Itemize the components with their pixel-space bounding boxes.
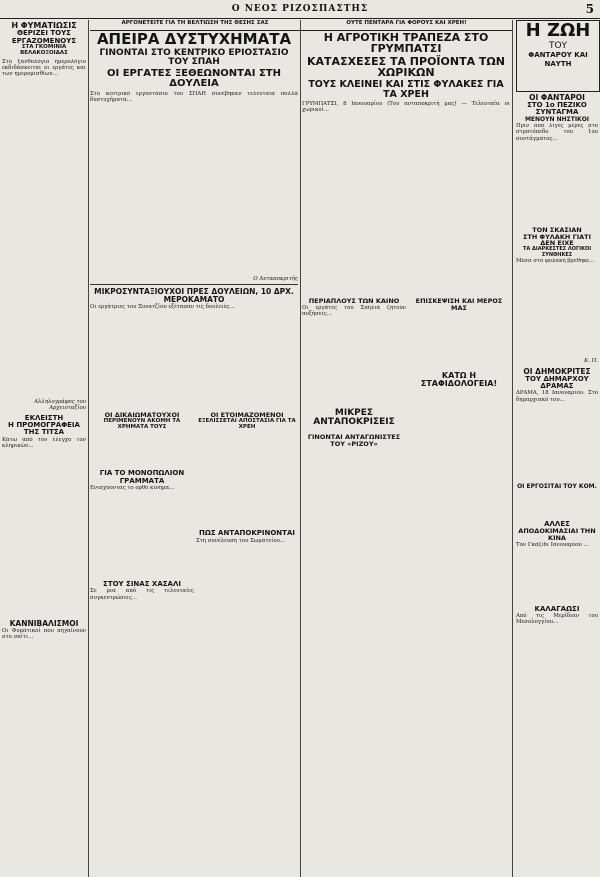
page-number: 5 [585, 2, 594, 16]
article-subheading: ΜΕΝΟΥΝ ΝΗΣΤΙΚΟΙ [524, 115, 590, 123]
article-heading: ΑΠΟΔΟΚΙΜΑΣΙΑΙ ΤΗΝ ΚΙΝΑ [518, 527, 596, 542]
article-signature: Ο Ανταποκριτής [253, 276, 298, 282]
article-heading: ΟΙ ΦΑΝΤΑΡΟΙ [529, 94, 585, 102]
banner-right: ΟΥΤΕ ΠΕΝΤΑΡΑ ΓΙΑ ΦΟΡΟΥΣ ΚΑΙ ΧΡΕΗ! [301, 20, 512, 31]
article-wages [90, 288, 298, 408]
article-heading: ΜΙΚΡΕΣ ΑΝΤΑΠΟΚΡΙΣΕΙΣ [313, 407, 395, 428]
headline: ΑΠΕΙΡΑ ΔΥΣΤΥΧΗΜΑΤΑ [96, 32, 292, 48]
headline: ΤΟΥΣ ΚΛΕΙΝΕΙ ΚΑΙ ΣΤΙΣ ΦΥΛΑΚΕΣ ΓΙΑ ΤΑ ΧΡΕΗ [308, 79, 504, 100]
article-column-mid [302, 298, 406, 858]
article-bottom-left-a [90, 412, 194, 862]
logo-line: ΦΑΝΤΑΡΟΥ ΚΑΙ ΝΑΥΤΗ [528, 51, 588, 68]
banner-left: ΑΡΓΟΝΕΤΕΙΤΕ ΓΙΑ ΤΗ ΒΕΛΤΙΩΣΗ ΤΗΣ ΘΕΣΗΣ ΣΑΣ [90, 20, 300, 31]
article-heading: Η ΠΡΟΜΟΓΡΑΦΕΙΑ ΤΗΣ ΤΙΤΣΑ [8, 420, 80, 437]
article-heading: ΑΛΛΕΣ [544, 519, 570, 528]
article-accidents [90, 32, 298, 282]
article-text: Κάτω από τον έλεγχο τον κληρικών... [2, 436, 86, 450]
article-heading: ΕΠΙΣΚΕΨΙΣΗ ΚΑΙ ΜΕΡΟΣ ΜΑΣ [415, 298, 503, 312]
left-column [2, 22, 86, 875]
article-signature: Αλληλογράφος του Αρχειοταξίου [34, 398, 86, 411]
article-text: Οι Φυματικοί που πηγαίνουν στο σπίτι... [2, 627, 86, 640]
article-text: Τον Γκάζιδι Ιανουαρίου ... [516, 541, 589, 548]
article-heading: ΓΙΑ ΤΟ ΜΟΝΟΠΩΛΙΟΝ ΓΡΑΜΜΑΤΑ [99, 469, 185, 485]
headline: ΓΙΝΟΝΤΑΙ ΣΤΟ ΚΕΝΤΡΙΚΟ ΕΡΙΟΣΤΑΣΙΟ ΤΟΥ ΣΠΑΗ [99, 48, 289, 67]
article-subheading: ΣΤΑ ΓΚΟΜΙΝΙΑ ΒΕΛΑΚΟΞΟΙΔΑΣ [20, 44, 68, 56]
article-text: Στη συνέλευση του Σωματείου... [196, 537, 285, 544]
article-subheading: ΤΑ ΔΙΑΡΚΕΣΤΕΣ ΛΟΓΙΚΟΙ ΣΥΝΘΗΚΕΣ [522, 246, 592, 258]
article-bottom-left-b [196, 412, 298, 862]
article-signature: Κ. Π. [584, 357, 598, 364]
logo-line: Η ΖΩΗ [525, 20, 591, 41]
article-heading: ΤΟΥ ΔΗΜΑΡΧΟΥ ΔΡΑΜΑΣ [525, 374, 589, 391]
article-heading: ΚΑΤΩ Η ΣΤΑΦΙΔΟΛΟΓΕΙΑ! [420, 370, 498, 389]
article-heading: ΣΤΟΥ ΣΙΝΑΣ ΧΑΣΑΛΙ [103, 580, 181, 589]
article-text: Στο κεντρικό εργοστάσιο του ΣΠΑΗ συνέβηκαν τελευταία πολλά δυστυχήματα... [90, 91, 298, 104]
logo-line: ΤΟΥ [548, 41, 568, 51]
article-column-mid-right [408, 298, 510, 858]
article-text: Μέσα στο φυλακή βρεθηκε... [516, 257, 595, 264]
article-text: Πριν από λίγες μέρες στο στρατόπεδο του 1ου συντάγματος... [516, 122, 598, 142]
headline: ΟΙ ΕΡΓΑΤΕΣ ΞΕΘΕΩΝΟΝΤΑΙ ΣΤΗ ΔΟΥΛΕΙΑ [107, 68, 281, 89]
newspaper-title: Ο ΝΕΟΣ ΡΙΖΟΣΠΑΣΤΗΣ [231, 4, 369, 14]
article-heading: ΚΑΛΑΓΑΩΣΙ [534, 604, 580, 613]
article-text: Οι εργάτες του Σπηλιά ζητούν αυξήσεις... [302, 304, 406, 318]
article-text: ΔΡΑΜΑ, 18 Ιανουαρίου. Στο δημαρχιακό του... [516, 390, 598, 403]
article-heading: ΣΤΗ ΦΥΛΑΚΗ ΓΙΑΤΙ ΔΕΝ ΕΙΧΕ [522, 232, 592, 248]
article-text: Από τις Μερίδιαν του Μεσολογγίου... [516, 612, 598, 626]
article-heading: ΣΤΟ 1ο ΠΕΖΙΚΟ ΣΥΝΤΑΓΜΑ [527, 100, 587, 117]
article-subheading: ΠΕΡΙΜΕΝΟΥΝ ΑΚΟΜΗ ΤΑ ΧΡΗΜΑΤΑ ΤΟΥΣ [103, 417, 181, 430]
article-heading: ΟΙ ΕΤΟΙΜΑΖΟΜΕΝΟΙ [210, 412, 284, 419]
column-divider [512, 20, 513, 877]
article-heading: ΜΙΚΡΟΣΥΝΤΑΞΙΟΥΧΟΙ ΠΡΕΣ ΔΟΥΛΕΙΩΝ, 10 ΔΡΧ. ΜΕΡΟΚΑΜΑΤΟ [94, 288, 294, 304]
article-heading: ΟΙ ΔΗΜΟΚΡΙΤΕΣ [523, 366, 591, 376]
article-heading: ΤΟΝ ΣΚΑΣΙΑΝ [532, 225, 582, 234]
column-divider [88, 20, 89, 877]
headline: Η ΑΓΡΟΤΙΚΗ ΤΡΑΠΕΖΑ ΣΤΟ ΓΡΥΜΠΑΤΣΙ [323, 32, 489, 55]
article-text: Σε μια από τις τελευταίες συγκεντρώσεις... [90, 588, 194, 601]
section-logo [516, 20, 600, 92]
article-heading: ΟΙ ΔΙΚΑΙΩΜΑΤΟΥΧΟΙ [104, 412, 180, 419]
article-heading: ΠΕΡΙΑΠΛΟΥΣ ΤΩΝ ΚΑΙΝΟ [308, 298, 400, 305]
article-heading: ΓΙΝΟΝΤΑΙ ΑΝΤΑΓΩΝΙΣΤΕΣ ΤΟΥ «ΡΙΖΟΥ» [307, 432, 401, 448]
article-text: ΓΡΥΜΠΑΤΣΙ, 8 Ιανουαρίου (Του ανταποκριτή μας) — Τελευταία οι χωρικοί... [302, 101, 510, 114]
divider [90, 284, 298, 285]
column-divider [300, 20, 301, 877]
article-text: Οι εργάτριες του Ξυνατζίου εξέτασαν τις δουλειές... [90, 303, 235, 310]
article-heading: ΟΙ ΕΡΓΟΣΙΤΑΙ ΤΟΥ ΚΟΜ. [517, 483, 597, 491]
article-heading: ΘΕΡΙΖΕΙ ΤΟΥΣ ΕΡΓΑΖΟΜΕΝΟΥΣ [11, 29, 77, 45]
headline: ΚΑΤΑΣΧΕΣΕΣ ΤΑ ΠΡΟΪΟΝΤΑ ΤΩΝ ΧΩΡΙΚΩΝ [307, 55, 505, 79]
article-agricultural-bank [302, 32, 510, 294]
masthead [0, 0, 600, 19]
article-subheading: ΕΞΕΛΙΣΣΕΤΑΙ ΑΠΟΣΤΑΣΙΑ ΓΙΑ ΤΑ ΧΡΕΗ [198, 417, 296, 430]
article-heading: ΕΚΛΕΙΣΤΗ [24, 413, 64, 422]
article-text: Στο ξανθολόγιο ημερολόγιο εκδιδάσκειται οι εργάτες και των ημερομισθίων... [2, 58, 86, 78]
article-text: Ενισχύοντας το ορθό κίνημα... [90, 485, 175, 492]
article-heading: Η ΦΥΜΑΤΙΩΣΙΣ [11, 22, 77, 30]
right-column [516, 94, 598, 875]
article-heading: ΠΩΣ ΑΝΤΑΠΟΚΡΙΝΟΝΤΑΙ [199, 529, 295, 538]
article-heading: ΚΑΝΝΙΒΑΛΙΣΜΟΙ [9, 618, 79, 628]
